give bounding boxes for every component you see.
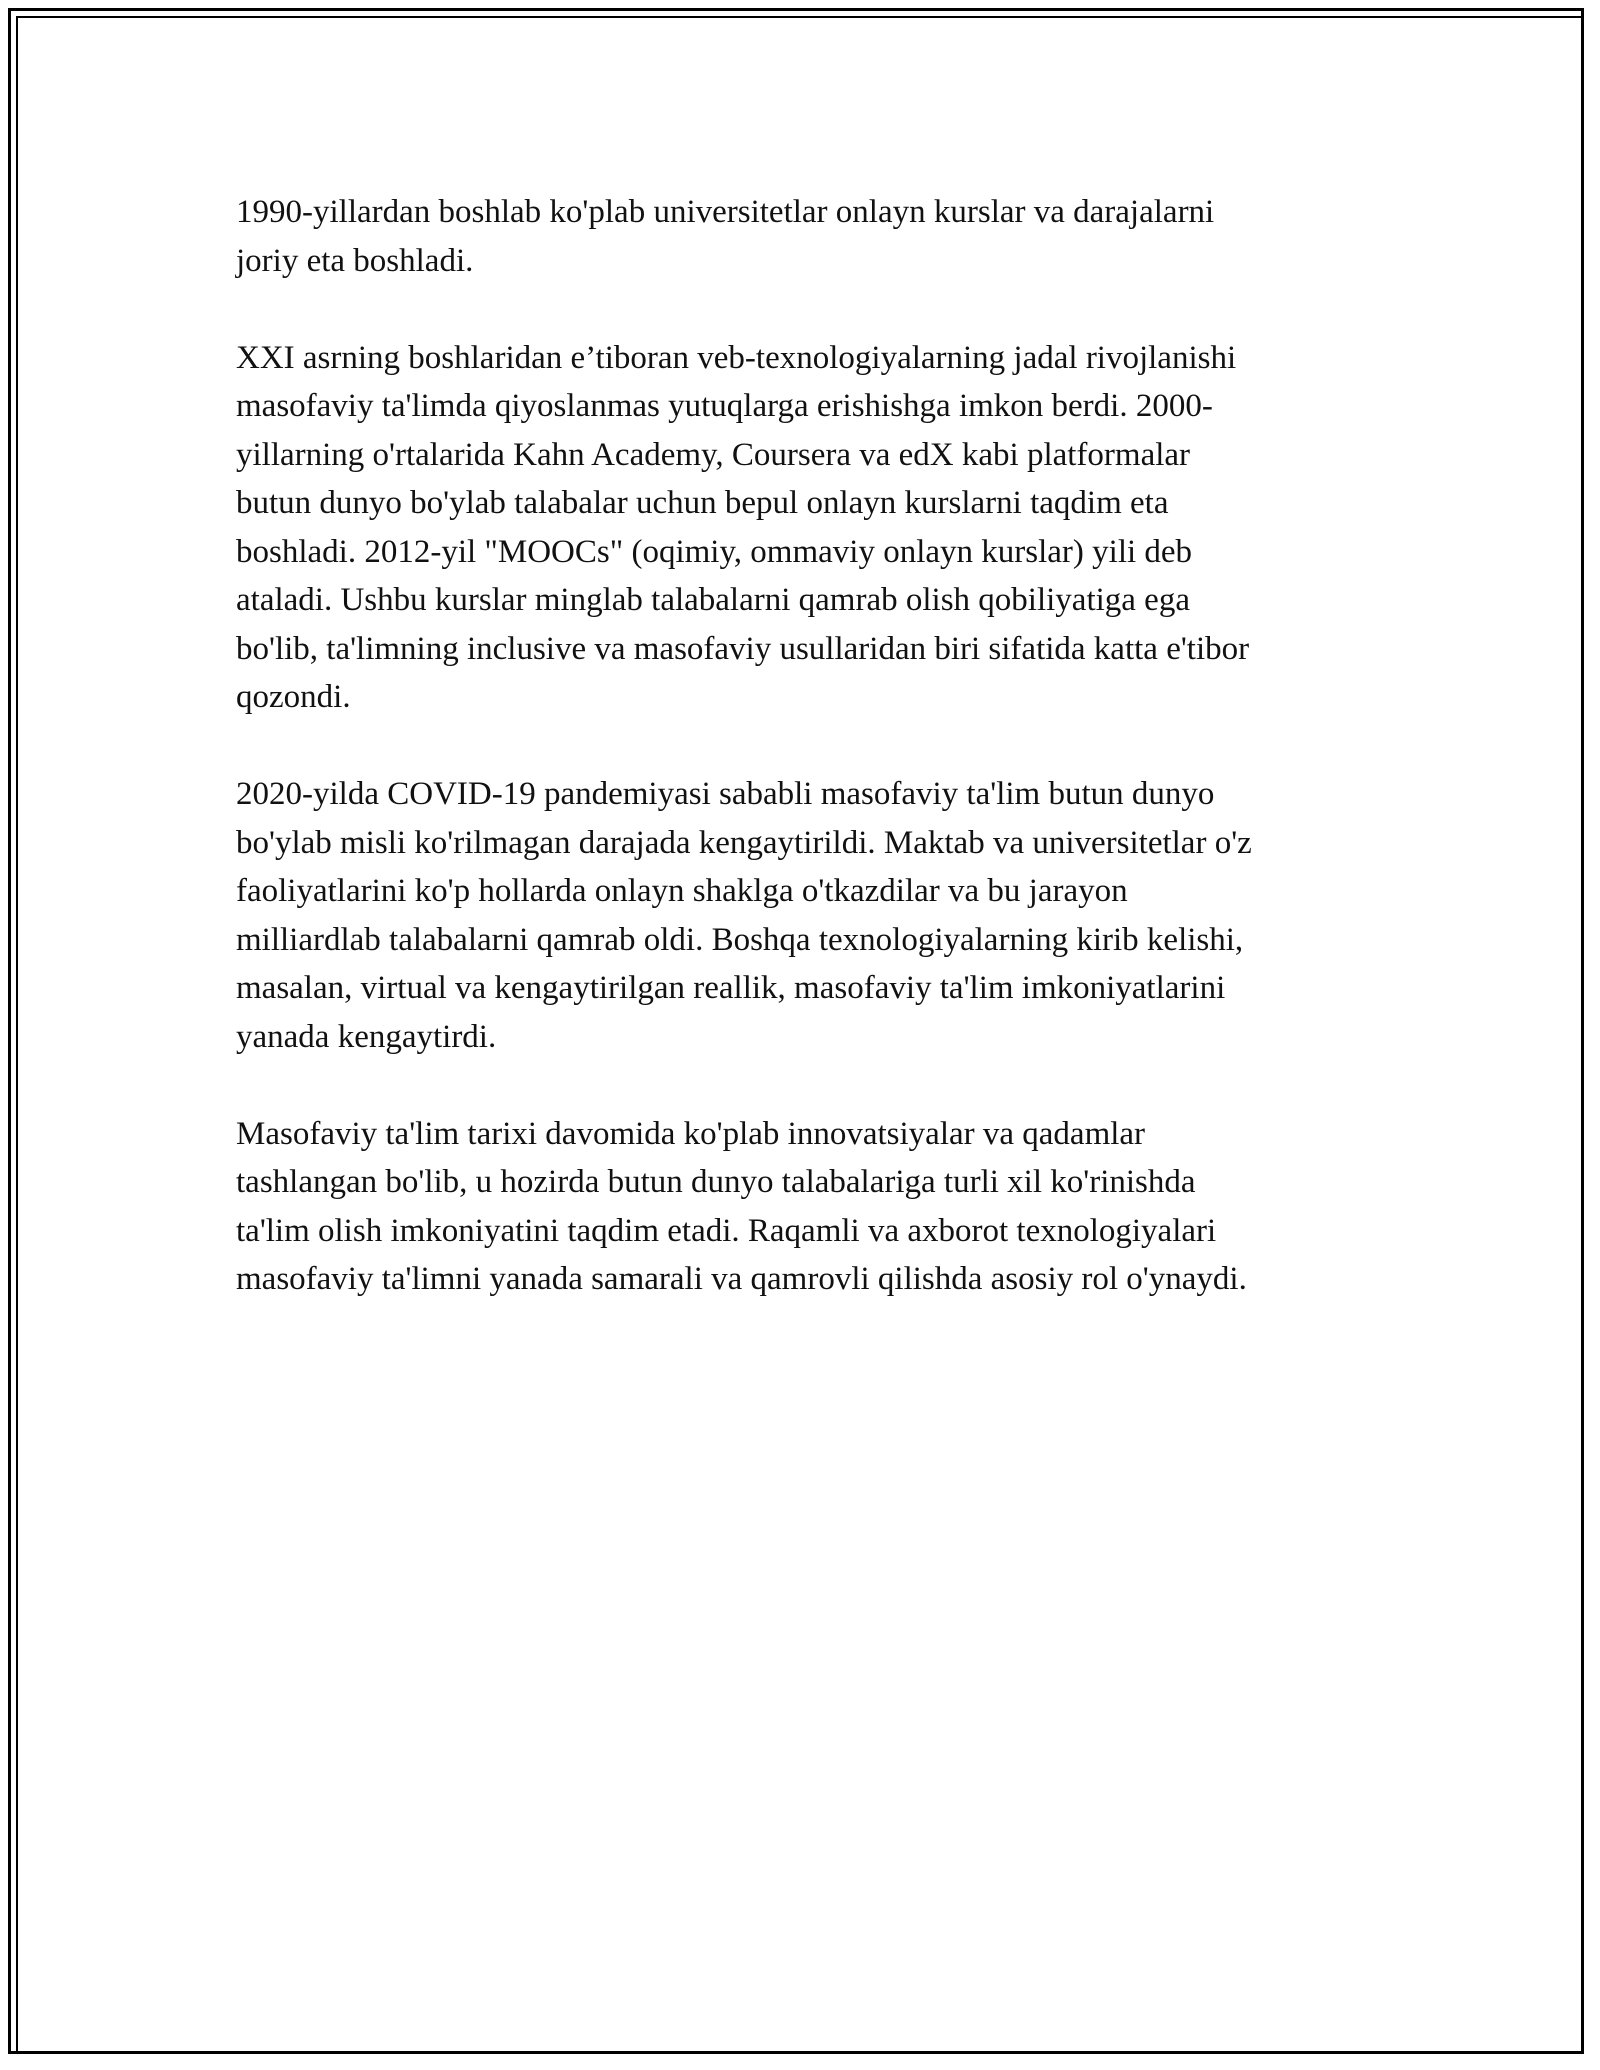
paragraph-2: XXI asrning boshlaridan e’tiboran veb-texnologiyalarning jadal rivojlanishi masofaviy ta'limda qiyoslanmas yutuqlarga erishishga imkon berdi. 2000- yillarning o'rtalarida Kahn Academy, Coursera va edX kabi platformalar butun dunyo bo'ylab talabalar uchun bepul onlayn kurslarni taqdim eta boshladi. 2012-yil "MOOCs" (oqimiy, ommaviy onlayn kurslar) yili deb ataladi. Ushbu kurslar minglab talabalarni qamrab olish qobiliyatiga ega bo'lib, ta'limning inclusive va masofaviy usullaridan biri sifatida katta e'tibor qozondi. [236, 339, 1250, 715]
paragraph-4: Masofaviy ta'lim tarixi davomida ko'plab innovatsiyalar va qadamlar tashlangan bo'lib, u hozirda butun dunyo talabalariga turli xil ko'rinishda ta'lim olish imkoniyatini taqdim etadi. Raqamli va axborot texnologiyalari masofaviy ta'limni yanada samarali va qamrovli qilishda asosiy rol o'ynaydi. [236, 1115, 1247, 1297]
paragraph-3: 2020-yilda COVID-19 pandemiyasi sababli masofaviy ta'lim butun dunyo bo'ylab misli ko'rilmagan darajada kengaytirildi. Maktab va universitetlar o'z faoliyatlarini ko'p hollarda onlayn shaklga o'tkazdilar va bu jarayon milliardlab talabalarni qamrab oldi. Boshqa texnologiyalarning kirib kelishi, masalan, virtual va kengaytirilgan reallik, masofaviy ta'lim imkoniyatlarini yanada kengaytirdi. [236, 776, 1252, 1055]
paragraph-1: 1990-yillardan boshlab ko'plab universitetlar onlayn kurslar va darajalarni joriy eta boshladi. [236, 194, 1215, 279]
document-body [236, 188, 1376, 1352]
